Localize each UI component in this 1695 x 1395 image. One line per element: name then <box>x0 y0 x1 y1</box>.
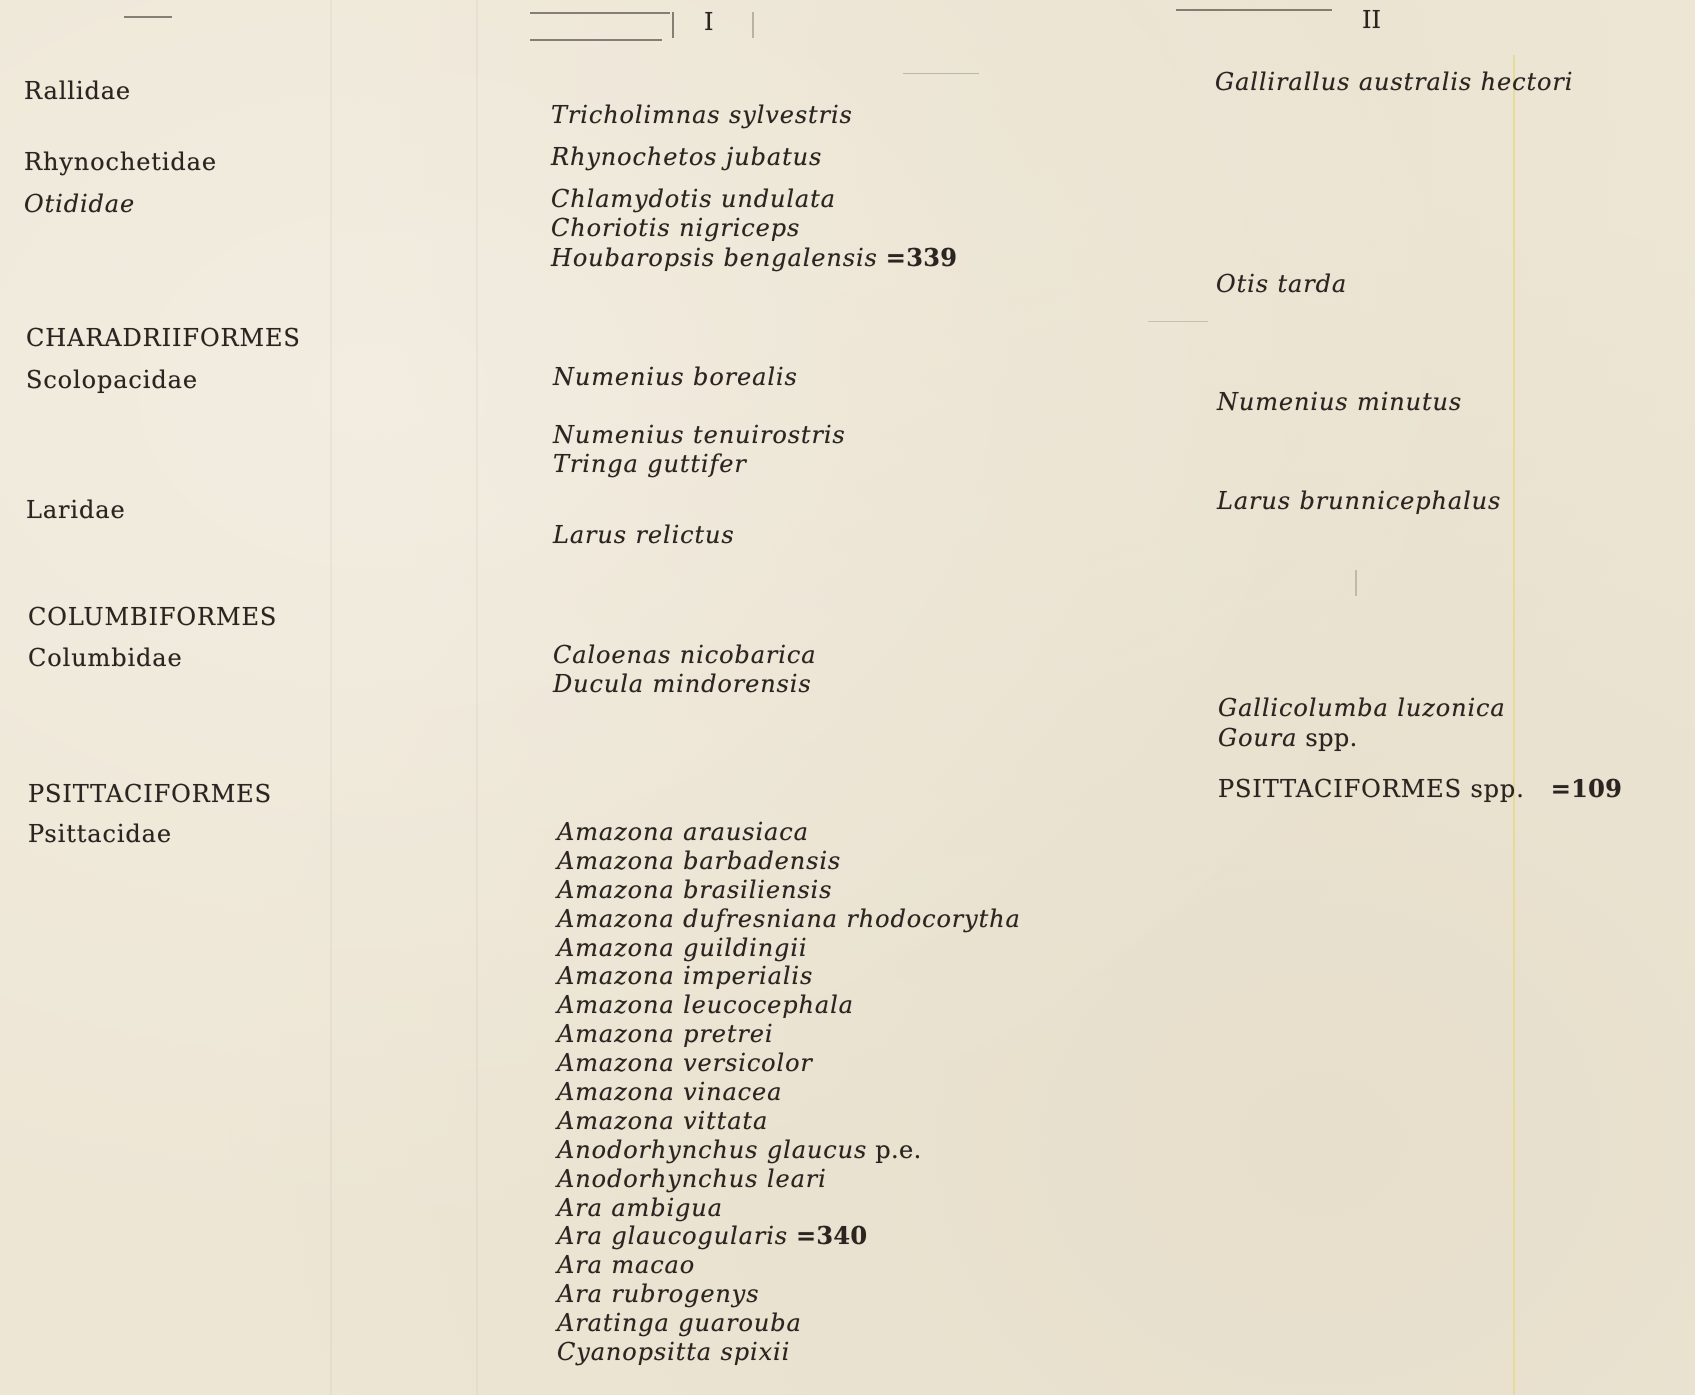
header-rule <box>530 12 670 14</box>
genus-name: Goura <box>1218 724 1298 752</box>
appendix-i-psittacidae-list <box>557 818 1117 1367</box>
stray-mark <box>903 73 979 74</box>
footnote-reference: =109 <box>1550 774 1623 803</box>
header-tick <box>752 12 754 38</box>
list-item: Amazona versicolor <box>557 1049 813 1078</box>
appendix-i-species: Rhynochetos jubatus <box>551 143 823 171</box>
order-columbiformes: COLUMBIFORMES <box>28 603 278 631</box>
family-columbidae: Columbidae <box>28 644 183 672</box>
family-psittacidae: Psittacidae <box>28 820 172 848</box>
appendix-ii-species: Gallirallus australis hectori <box>1215 68 1574 96</box>
footnote-reference: =339 <box>885 243 958 272</box>
appendix-i-species: Caloenas nicobarica <box>553 641 817 669</box>
family-rhynochetidae: Rhynochetidae <box>24 148 217 176</box>
appendix-i-header: I <box>704 8 714 36</box>
list-item <box>557 1222 1117 1251</box>
list-item: Amazona vinacea <box>557 1078 783 1107</box>
species-name: Anodorhynchus glaucus <box>557 1135 868 1164</box>
appendix-i-species: Numenius tenuirostris <box>553 421 846 449</box>
list-item: Amazona brasiliensis <box>557 875 833 904</box>
list-item: Ara ambigua <box>557 1193 723 1222</box>
family-laridae: Laridae <box>26 496 126 524</box>
appendix-i-species: Numenius borealis <box>553 363 798 391</box>
list-item: Amazona vittata <box>557 1106 769 1135</box>
appendix-i-species: Tricholimnas sylvestris <box>551 101 853 129</box>
list-item: Amazona guildingii <box>557 933 808 962</box>
list-item: Amazona imperialis <box>557 962 814 991</box>
list-item: Amazona arausiaca <box>557 818 809 846</box>
page-fold-line <box>330 0 332 1395</box>
appendix-i-species: Choriotis nigriceps <box>551 214 801 242</box>
stray-mark <box>1148 321 1208 322</box>
appendix-ii-species: Larus brunnicephalus <box>1217 487 1502 515</box>
order-name: PSITTACIFORMES spp. <box>1218 775 1525 803</box>
appendix-i-species <box>551 243 957 272</box>
list-item: Amazona pretrei <box>557 1020 774 1049</box>
header-rule <box>530 39 662 41</box>
appendix-ii-header: II <box>1362 6 1381 34</box>
appendix-i-species: Tringa guttifer <box>553 450 747 478</box>
species-name: Houbaropsis bengalensis <box>551 244 878 272</box>
appendix-ii-species <box>1218 724 1358 753</box>
stray-mark <box>1355 570 1357 596</box>
appendix-i-species: Chlamydotis undulata <box>551 185 836 213</box>
family-rallidae: Rallidae <box>24 77 132 105</box>
list-item: Amazona dufresniana rhodocorytha <box>557 904 1021 933</box>
order-psittaciformes: PSITTACIFORMES <box>28 780 272 808</box>
list-item <box>557 1136 1117 1165</box>
header-tick <box>672 12 674 38</box>
list-item: Anodorhynchus leari <box>557 1164 827 1193</box>
species-qualifier: p.e. <box>875 1135 922 1164</box>
species-qualifier: spp. <box>1305 724 1358 752</box>
appendix-ii-order-entry <box>1218 774 1622 803</box>
page-fold-line <box>476 0 478 1395</box>
appendix-i-species: Ducula mindorensis <box>553 670 812 698</box>
list-item: Aratinga guarouba <box>557 1309 802 1338</box>
header-rule <box>124 16 172 18</box>
appendix-ii-species: Otis tarda <box>1216 270 1348 298</box>
appendix-i-species: Larus relictus <box>553 521 735 549</box>
highlighter-line <box>1513 55 1515 1395</box>
order-charadriiformes: CHARADRIIFORMES <box>26 324 301 352</box>
family-otididae: Otididae <box>24 190 136 218</box>
family-scolopacidae: Scolopacidae <box>26 366 198 394</box>
header-rule <box>1176 9 1332 11</box>
list-item: Ara rubrogenys <box>557 1280 760 1309</box>
list-item: Amazona barbadensis <box>557 846 842 875</box>
list-item: Cyanopsitta spixii <box>557 1338 791 1367</box>
species-name: Ara glaucogularis <box>557 1222 789 1251</box>
list-item: Ara macao <box>557 1251 696 1280</box>
footnote-reference: =340 <box>796 1221 868 1251</box>
appendix-ii-species: Numenius minutus <box>1217 388 1463 416</box>
appendix-ii-species: Gallicolumba luzonica <box>1218 694 1506 722</box>
list-item: Amazona leucocephala <box>557 991 854 1020</box>
